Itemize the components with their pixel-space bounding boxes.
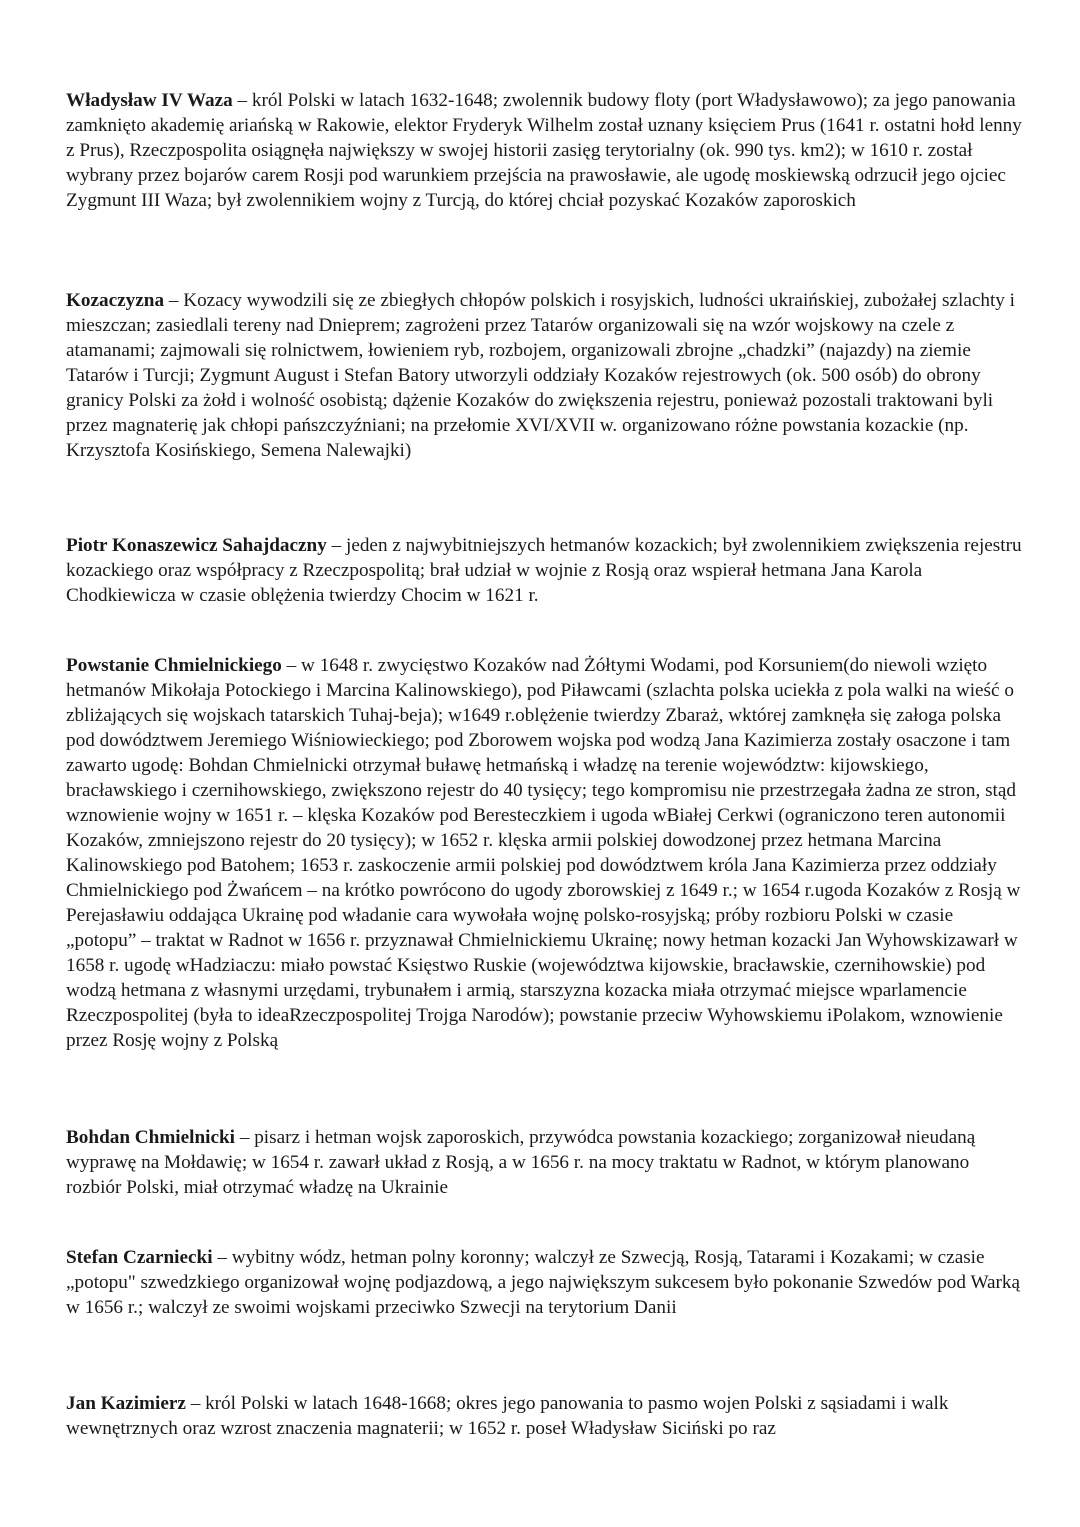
entry-text: – król Polski w latach 1648-1668; okres jego panowania to pasmo wojen Polski z sąsiadami i walk wewnętrznych oraz wzrost znaczenia magnaterii; w 1652 r. poseł Władysław Siciński po raz — [66, 1393, 949, 1439]
entry-text: – jeden z najwybitniejszych hetmanów kozackich; był zwolennikiem zwiększenia rejestru kozackiego oraz współpracy z Rzeczpospolitą; brał udział w wojnie z Rosją oraz wspierał hetmana Jana Karola Chodkiewicza w czasie oblężenia twierdzy Chocim w 1621 r. — [66, 535, 1022, 606]
entry-term: Stefan Czarniecki — [66, 1247, 213, 1268]
entry-kozaczyzna — [66, 288, 1026, 463]
entry-text: – król Polski w latach 1632-1648; zwolennik budowy floty (port Władysławowo); za jego panowania zamknięto akademię ariańską w Rakowie, elektor Fryderyk Wilhelm został uznany księciem Prus (1641 r. ostatni hołd lenny z Prus), Rzeczpospolita osiągnęła największy w swojej historii zasięg terytorialny (ok. 990 tys. km2); w 1610 r. został wybrany przez bojarów carem Rosji pod warunkiem przejścia na prawosławie, ale ugodę moskiewską odrzucił jego ojciec Zygmunt III Waza; był zwolennikiem wojny z Turcją, do której chciał pozyskać Kozaków zaporoskich — [66, 90, 1022, 211]
entry-bohdan-chmielnicki — [66, 1125, 1026, 1200]
entry-jan-kazimierz — [66, 1391, 1026, 1441]
entry-sahajdaczny — [66, 533, 1026, 608]
entry-wladyslaw-iv — [66, 88, 1026, 213]
entry-stefan-czarniecki — [66, 1245, 1026, 1320]
entry-term: Jan Kazimierz — [66, 1393, 186, 1414]
entry-text: – w 1648 r. zwycięstwo Kozaków nad Żółtymi Wodami, pod Korsuniem(do niewoli wzięto hetmanów Mikołaja Potockiego i Marcina Kalinowskiego), pod Piławcami (szlachta polska uciekła z pola walki na wieść o zbliżających się wojskach tatarskich Tuhaj-beja); w1649 r.oblężenie twierdzy Zbaraż, wktórej zamknęła się załoga polska pod dowództwem Jeremiego Wiśniowieckiego; pod Zborowem wojska pod wodzą Jana Kazimierza zostały osaczone i tam zawarto ugodę: Bohdan Chmielnicki otrzymał buławę hetmańską i władzę na terenie województw: kijowskiego, bracławskiego i czernihowskiego, zwiększono rejestr do 40 tysięcy; tego kompromisu nie przestrzegała żadna ze stron, stąd wznowienie wojny w 1651 r. – klęska Kozaków pod Beresteczkiem i ugoda wBiałej Cerkwi (ograniczono teren autonomii Kozaków, zmniejszono rejestr do 20 tysięcy); w 1652 r. klęska armii polskiej dowodzonej przez hetmana Marcina Kalinowskiego pod Batohem; 1653 r. zaskoczenie armii polskiej pod dowództwem króla Jana Kazimierza przez oddziały Chmielnickiego pod Żwańcem – na krótko powrócono do ugody zborowskiej z 1649 r.; w 1654 r.ugoda Kozaków z Rosją w Perejasławiu oddająca Ukrainę pod władanie cara wywołała wojnę polsko-rosyjską; próby rozbioru Polski w czasie „potopu” – traktat w Radnot w 1656 r. przyznawał Chmielnickiemu Ukrainę; nowy hetman kozacki Jan Wyhowskizawarł w 1658 r. ugodę wHadziaczu: miało powstać Księstwo Ruskie (województwa kijowskie, bracławskie, czernihowskie) pod wodzą hetmana z własnymi urzędami, trybunałem i armią, starszyzna kozacka miała otrzymać miejsce wparlamencie Rzeczpospolitej (była to ideaRzeczpospolitej Trojga Narodów); powstanie przeciw Wyhowskiemu iPolakom, wznowienie przez Rosję wojny z Polską — [66, 655, 1021, 1051]
entry-term: Kozaczyzna — [66, 290, 165, 311]
entry-term: Władysław IV Waza — [66, 90, 233, 111]
entry-text: – Kozacy wywodzili się ze zbiegłych chłopów polskich i rosyjskich, ludności ukraińskiej, zubożałej szlachty i mieszczan; zasiedlali tereny nad Dnieprem; zagrożeni przez Tatarów organizowali się na wzór wojskowy na czele z atamanami; zajmowali się rolnictwem, łowieniem ryb, rozbojem, organizowali zbrojne „chadzki” (najazdy) na ziemie Tatarów i Turcji; Zygmunt August i Stefan Batory utworzyli oddziały Kozaków rejestrowych (ok. 500 osób) do obrony granicy Polski za żołd i wolność osobistą; dążenie Kozaków do zwiększenia rejestru, ponieważ pozostali traktowani byli przez magnaterię jak chłopi pańszczyźniani; na przełomie XVI/XVII w. organizowano różne powstania kozackie (np. Krzysztofa Kosińskiego, Semena Nalewajki) — [66, 290, 1016, 461]
entry-term: Piotr Konaszewicz Sahajdaczny — [66, 535, 327, 556]
entry-text: – wybitny wódz, hetman polny koronny; walczył ze Szwecją, Rosją, Tatarami i Kozakami; w czasie „potopu" szwedzkiego organizował wojnę podjazdową, a jego największym sukcesem było pokonanie Szwedów pod Warką w 1656 r.; walczył ze swoimi wojskami przeciwko Szwecji na terytorium Danii — [66, 1247, 1021, 1318]
entry-text: – pisarz i hetman wojsk zaporoskich, przywódca powstania kozackiego; zorganizował nieudaną wyprawę na Mołdawię; w 1654 r. zawarł układ z Rosją, a w 1656 r. na mocy traktatu w Radnot, w którym planowano rozbiór Polski, miał otrzymać władzę na Ukrainie — [66, 1127, 976, 1198]
entry-term: Powstanie Chmielnickiego — [66, 655, 282, 676]
entry-powstanie-chmielnickiego — [66, 653, 1026, 1053]
entry-term: Bohdan Chmielnicki — [66, 1127, 236, 1148]
